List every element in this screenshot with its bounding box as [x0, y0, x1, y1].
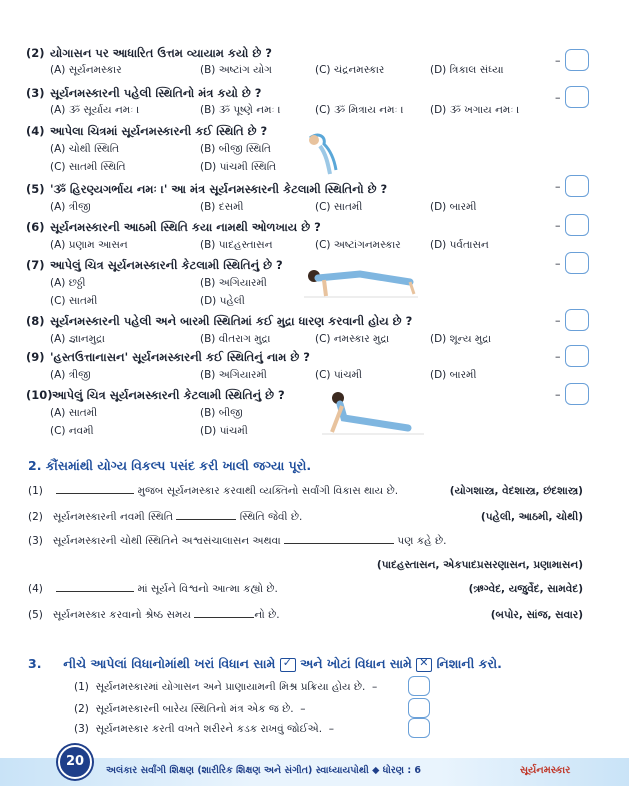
fill-item-5: (5) સૂર્યનમસ્કાર કરવાનો શ્રેષ્ઠ સમય નો છે. (બપોર, સાંજ, સવાર)	[28, 609, 583, 621]
option-d: (D) શૂન્ય મુદ્રા	[430, 333, 492, 345]
answer-input[interactable]	[565, 383, 589, 405]
question-5: (5) 'ૐ હિરણ્યગર્ભાય નમઃ ।' આ મંત્ર સૂર્યનમસ્કારની કેટલામી સ્થિતિનો છે ?	[26, 182, 388, 196]
page-number-badge: 20	[58, 745, 92, 779]
fill-item-1: (1) મુજબ સૂર્યનમસ્કાર કરવાથી વ્યક્તિનો સર્વાંગી વિકાસ થાય છે. (યોગશાસ્ત્ર, વેદશાસ્ત્ર, છંદશાસ્ત્ર)	[28, 485, 583, 497]
fill-item-4: (4) માં સૂર્યને વિશ્વનો આત્મા કહ્યો છે. (ઋગ્વેદ, યજુર્વેદ, સામવેદ)	[28, 583, 583, 595]
option-c: (C) પાંચમી	[315, 369, 363, 381]
fill-blank[interactable]	[56, 493, 134, 494]
answer-input[interactable]	[565, 252, 589, 274]
tick-box-icon: ✓	[280, 658, 296, 672]
answer-input[interactable]	[565, 86, 589, 108]
option-c: (C) નવમી	[50, 425, 94, 437]
fill-blank[interactable]	[56, 591, 134, 592]
option-d: (D) ત્રિકાલ સંધ્યા	[430, 64, 504, 76]
option-b: (B) અગિયારમી	[200, 277, 267, 289]
question-8: (8) સૂર્યનમસ્કારની પહેલી અને બારમી સ્થિતિમાં કઈ મુદ્રા ધારણ કરવાની હોય છે ?	[26, 314, 413, 328]
option-a: (A) સૂર્યનમસ્કાર	[50, 64, 122, 76]
question-4: (4) આપેલા ચિત્રમાં સૂર્યનમસ્કારની કઈ સ્થિતિ છે ?	[26, 124, 268, 138]
option-c: (C) ચંદ્રનમસ્કાર	[315, 64, 385, 76]
footer-book-title: અલંકાર સર્વાંગી શિક્ષણ (શારીરિક શિક્ષણ અને સંગીત) સ્વાધ્યાયપોથી ◆ ધોરણ : 6	[106, 765, 422, 776]
yoga-pose-illustration-7	[300, 258, 420, 300]
answer-input[interactable]	[565, 345, 589, 367]
answer-input[interactable]	[408, 718, 430, 738]
fill-blank[interactable]	[194, 617, 254, 618]
answer-input[interactable]	[408, 698, 430, 718]
fill-blank[interactable]	[284, 543, 394, 544]
option-d: (D) પહેલી	[200, 295, 245, 307]
statement-2: (2) સૂર્યનમસ્કારની બારેય સ્થિતિનો મંત્ર એક જ છે. –	[74, 703, 306, 715]
fill-item-2: (2) સૂર્યનમસ્કારની નવમી સ્થિતિ સ્થિતિ જેવી છે. (પહેલી, આઠમી, ચોથી)	[28, 511, 583, 523]
option-d: (D) પર્વતાસન	[430, 239, 489, 251]
option-a: (A) છઠ્ઠી	[50, 277, 86, 289]
answer-box-10[interactable]: –	[555, 383, 605, 403]
option-b: (B) અગિયારમી	[200, 369, 267, 381]
option-a: (A) જ્ઞાનમુદ્રા	[50, 333, 105, 345]
option-b: (B) અષ્ટાંગ યોગ	[200, 64, 272, 76]
answer-box-8[interactable]: –	[555, 309, 605, 329]
question-2: (2) યોગાસન પર આધારિત ઉત્તમ વ્યાયામ કયો છે ?	[26, 46, 272, 60]
option-c: (C) સાતમી	[50, 295, 98, 307]
worksheet-page: (2) યોગાસન પર આધારિત ઉત્તમ વ્યાયામ કયો છે ? (A) સૂર્યનમસ્કાર (B) અષ્ટાંગ યોગ (C) ચંદ્રનમસ્કાર (D) ત્રિકાલ સંધ્યા – (3) સૂર્યનમસ્કારની પહેલી સ્થિતિનો મંત્ર કયો છે ? (A) ૐ સૂર્યાય નમઃ । (B) ૐ પૂષ્ણે નમઃ । (C) ૐ મિત્રાય નમઃ । (D) ૐ ખગાય નમઃ । – (4) આપેલા ચિત્રમાં સૂર્યનમસ્કારની કઈ સ્થિતિ છે ? (A) ચોથી સ્થિતિ (B) બીજી સ્થિતિ (C) સાતમી સ્થિતિ (D) પાંચમી સ્થિતિ (5) 'ૐ હિરણ્યગર્ભાય નમઃ ।' આ મંત્ર સૂર્યનમસ્કારની કેટલામી સ્થિતિનો છે ? (A) ત્રીજી (B) દસમી (C) સાતમી (D) બારમી – (6) સૂર્યનમસ્કારની આઠમી સ્થિતિ કયા નામથી ઓળખાય છે ? (A) પ્રણામ આસન (B) પાદહસ્તાસન (C) અષ્ટાંગનમસ્કાર (D) પર્વતાસન – (7) આપેલું ચિત્ર સૂર્યનમસ્કારની કેટલામી સ્થિતિનું છે ? (A) છઠ્ઠી (B) અગિયારમી (C) સાતમી (D) પહેલી – (8) સૂર્યનમસ્કારની પહેલી અને બારમી સ્થિતિમાં કઈ મુદ્રા ધારણ કરવાની હોય છે ? (A) જ્ઞાનમુદ્રા (B) વીતરાગ મુદ્રા (C) નમસ્કાર મુદ્રા (D) શૂન્ય મુદ્રા – (9) 'હસ્તઉત્તાનાસન' સૂર્યનમસ્કારની કઈ સ્થિતિનું નામ છે ? (A) ત્રીજી (B) અગિયારમી (C) પાંચમી (D) બારમી – (10)આપેલું ચિત્ર સૂર્યનમસ્કારની કેટલામી સ્થિતિનું છે ? (A) સાતમી (B) બીજી (C) નવમી (D) પાંચમી – 2. કૌંસમાંથી યોગ્ય વિકલ્પ પસંદ કરી ખાલી જગ્યા પૂરો. (1) મુજબ સૂર્યનમસ્કાર કરવાથી વ્યક્તિનો સર્વાંગી વિકાસ થાય છે. (યોગશાસ્ત્ર, વેદશાસ્ત્ર, છંદશાસ્ત્ર) (2) સૂર્યનમસ્કારની નવમી સ્થિતિ સ્થિતિ જેવી છે. (પહેલી, આઠમી, ચોથી) (3) સૂર્યનમસ્કારની ચોથી સ્થિતિને અશ્વસંચાલાસન અથવા પણ કહે છે. (પાદહસ્તાસન, એકપાદપ્રસરણાસન, પ્રણામાસન) (4) માં સૂર્યને વિશ્વનો આત્મા કહ્યો છે. (ઋગ્વેદ, યજુર્વેદ, સામવેદ) (5) સૂર્યનમસ્કાર કરવાનો શ્રેષ્ઠ સમય નો છે. (બપોર, સાંજ, સવાર) 3. નીચે આપેલાં વિધાનોમાંથી ખરાં વિધાન સામે ✓ અને ખોટાં વિધાન સામે ✕ નિશાની કરો. (1) સૂર્યનમસ્કારમાં યોગાસન અને પ્રાણાયામની મિશ્ર પ્રક્રિયા હોય છે. – (2) સૂર્યનમસ્કારની બારેય સ્થિતિનો મંત્ર એક જ છે. – (3) સૂર્યનમસ્કાર કરતી વખતે શરીરને કડક રાખવું જોઈએ. – 20 અલંકાર સર્વાંગી શિક્ષણ (શારીરિક શિક્ષણ અને સંગીત) સ્વાધ્યાયપોથી ◆ ધોરણ : 6 સૂર્યનમસ્કાર	[0, 0, 629, 809]
option-a: (A) પ્રણામ આસન	[50, 239, 128, 251]
answer-box-6[interactable]: –	[555, 214, 605, 234]
question-10: (10)આપેલું ચિત્ર સૂર્યનમસ્કારની કેટલામી સ્થિતિનું છે ?	[26, 388, 285, 402]
yoga-pose-illustration-10	[318, 388, 428, 440]
section-2-heading: 2. કૌંસમાંથી યોગ્ય વિકલ્પ પસંદ કરી ખાલી જગ્યા પૂરો.	[28, 458, 312, 473]
option-c: (C) નમસ્કાર મુદ્રા	[315, 333, 390, 345]
option-b: (B) બીજી	[200, 407, 243, 419]
question-7: (7) આપેલું ચિત્ર સૂર્યનમસ્કારની કેટલામી સ્થિતિનું છે ?	[26, 258, 283, 272]
option-a: (A) ત્રીજી	[50, 369, 91, 381]
statement-1: (1) સૂર્યનમસ્કારમાં યોગાસન અને પ્રાણાયામની મિશ્ર પ્રક્રિયા હોય છે. –	[74, 681, 378, 693]
question-6: (6) સૂર્યનમસ્કારની આઠમી સ્થિતિ કયા નામથી ઓળખાય છે ?	[26, 220, 321, 234]
option-c: (C) ૐ મિત્રાય નમઃ ।	[315, 104, 404, 116]
option-a: (A) ૐ સૂર્યાય નમઃ ।	[50, 104, 140, 116]
answer-box-2[interactable]: –	[555, 49, 605, 69]
answer-box-3[interactable]: –	[555, 86, 605, 106]
fill-blank[interactable]	[176, 519, 236, 520]
answer-box-5[interactable]: –	[555, 175, 605, 195]
option-b: (B) બીજી સ્થિતિ	[200, 143, 271, 155]
section-3-heading: 3. નીચે આપેલાં વિધાનોમાંથી ખરાં વિધાન સામે ✓ અને ખોટાં વિધાન સામે ✕ નિશાની કરો.	[28, 655, 502, 671]
answer-box-7[interactable]: –	[555, 252, 605, 272]
cross-box-icon: ✕	[416, 658, 432, 672]
answer-box-9[interactable]: –	[555, 345, 605, 365]
footer-topic: સૂર્યનમસ્કાર	[520, 765, 571, 776]
option-d: (D) બારમી	[430, 369, 477, 381]
answer-input[interactable]	[565, 175, 589, 197]
option-a: (A) સાતમી	[50, 407, 98, 419]
question-3: (3) સૂર્યનમસ્કારની પહેલી સ્થિતિનો મંત્ર કયો છે ?	[26, 86, 262, 100]
question-9: (9) 'હસ્તઉત્તાનાસન' સૂર્યનમસ્કારની કઈ સ્થિતિનું નામ છે ?	[26, 350, 310, 364]
option-c: (C) સાતમી	[315, 201, 363, 213]
answer-input[interactable]	[408, 676, 430, 696]
yoga-pose-illustration-4	[300, 128, 346, 180]
option-b: (B) દસમી	[200, 201, 244, 213]
option-c: (C) અષ્ટાંગનમસ્કાર	[315, 239, 401, 251]
option-d: (D) પાંચમી	[200, 425, 248, 437]
option-a: (A) ત્રીજી	[50, 201, 91, 213]
option-d: (D) પાંચમી સ્થિતિ	[200, 161, 277, 173]
option-b: (B) વીતરાગ મુદ્રા	[200, 333, 271, 345]
answer-input[interactable]	[565, 49, 589, 71]
statement-3: (3) સૂર્યનમસ્કાર કરતી વખતે શરીરને કડક રાખવું જોઈએ. –	[74, 723, 335, 735]
option-b: (B) ૐ પૂષ્ણે નમઃ ।	[200, 104, 281, 116]
option-d: (D) ૐ ખગાય નમઃ ।	[430, 104, 520, 116]
option-b: (B) પાદહસ્તાસન	[200, 239, 273, 251]
option-a: (A) ચોથી સ્થિતિ	[50, 143, 120, 155]
fill-item-3: (3) સૂર્યનમસ્કારની ચોથી સ્થિતિને અશ્વસંચાલાસન અથવા પણ કહે છે.	[28, 535, 447, 547]
answer-input[interactable]	[565, 214, 589, 236]
option-d: (D) બારમી	[430, 201, 477, 213]
answer-input[interactable]	[565, 309, 589, 331]
option-c: (C) સાતમી સ્થિતિ	[50, 161, 126, 173]
